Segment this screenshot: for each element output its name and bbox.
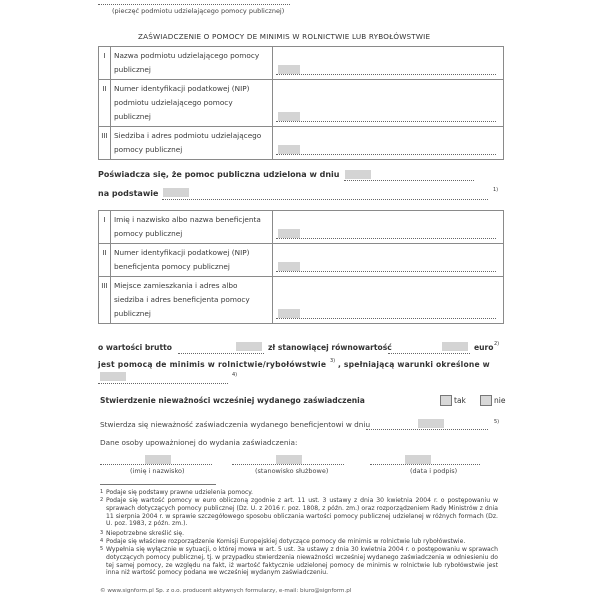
de-minimis-line-b: , spełniającą warunki określone w — [338, 360, 490, 369]
grantor-nip-field[interactable] — [272, 80, 503, 127]
footnote-divider — [100, 484, 216, 485]
invalidity-heading: Stwierdzenie nieważności wcześniej wydanego zaświadczenia — [100, 396, 365, 405]
brutto-dotted-line — [178, 353, 264, 354]
document-title: ZAŚWIADCZENIE O POMOCY DE MINIMIS W ROLNICTWIE LUB RYBOŁÓWSTWIE — [138, 32, 431, 41]
footer-copyright: © www.signform.pl Sp. z o.o. producent aktywnych formularzy, e-mail: biuro@signform.pl — [100, 588, 352, 594]
row-number: II — [99, 80, 111, 127]
regulation-dotted-line — [98, 383, 228, 384]
table-row — [99, 127, 504, 160]
name-field[interactable] — [145, 455, 171, 464]
footnote-ref: 2) — [494, 341, 500, 347]
beneficiary-name-field[interactable] — [272, 211, 503, 244]
name-caption: (imię i nazwisko) — [130, 467, 185, 475]
row-label: Numer identyfikacji podatkowej (NIP) beneficjenta pomocy publicznej — [110, 244, 272, 277]
footnote-ref: 1) — [493, 187, 499, 193]
legal-basis-dotted-line — [162, 199, 488, 200]
invalidity-date-field[interactable] — [418, 419, 444, 428]
grant-date-field[interactable] — [345, 170, 371, 179]
invalidity-line: Stwierdza się nieważność zaświadczenia wydanego beneficjentowi w dniu — [100, 420, 371, 429]
name-dotted-line — [100, 464, 212, 465]
position-field[interactable] — [276, 455, 302, 464]
table-row — [99, 47, 504, 80]
row-number: III — [99, 127, 111, 160]
footnote-ref: 4) — [232, 372, 238, 378]
position-dotted-line — [232, 464, 344, 465]
row-number: II — [99, 244, 111, 277]
yes-label: tak — [454, 396, 466, 405]
equivalent-label: zł stanowiącej równowartość — [268, 343, 392, 352]
position-caption: (stanowisko służbowe) — [255, 467, 329, 475]
row-number: III — [99, 277, 111, 324]
footnote-3: 3 Niepotrzebne skreślić się. — [100, 530, 185, 537]
row-label: Nazwa podmiotu udzielającego pomocy publicznej — [110, 47, 272, 80]
grant-date-dotted-line — [344, 180, 474, 181]
certify-line-1: Poświadcza się, że pomoc publiczna udzielona w dniu — [98, 170, 340, 179]
grantor-name-field[interactable] — [272, 47, 503, 80]
footnote-ref: 5) — [494, 419, 500, 425]
date-signature-dotted-line — [370, 464, 480, 465]
euro-amount-field[interactable] — [442, 342, 468, 351]
row-label: Siedziba i adres podmiotu udzielającego pomocy publicznej — [110, 127, 272, 160]
euro-dotted-line — [388, 353, 470, 354]
euro-label: euro — [474, 343, 494, 352]
date-signature-field[interactable] — [405, 455, 431, 464]
certify-line-2: na podstawie — [98, 189, 159, 198]
stamp-dotted-line — [98, 4, 290, 5]
authorized-person-label: Dane osoby upoważnionej do wydania zaświadczenia: — [100, 438, 298, 447]
footnote-ref: 3) — [330, 358, 336, 364]
invalidity-date-dotted-line — [366, 429, 488, 430]
table-row — [99, 244, 504, 277]
footnote-4: 4 Podaje się właściwe rozporządzenie Komisji Europejskiej dotyczące pomocy de minimis w rolnictwie lub rybołówstwie. — [100, 538, 466, 545]
yes-checkbox[interactable] — [440, 395, 452, 406]
table-row — [99, 80, 504, 127]
table-row — [99, 277, 504, 324]
regulation-field[interactable] — [100, 372, 126, 381]
beneficiary-address-field[interactable] — [272, 277, 503, 324]
value-brutto-label: o wartości brutto — [98, 343, 172, 352]
row-label: Imię i nazwisko albo nazwa beneficjenta pomocy publicznej — [110, 211, 272, 244]
de-minimis-line-a: jest pomocą de minimis w rolnictwie/rybołówstwie — [98, 360, 327, 369]
table-row — [99, 211, 504, 244]
grantor-address-field[interactable] — [272, 127, 503, 160]
beneficiary-table — [98, 210, 504, 324]
row-label: Miejsce zamieszkania i adres albo siedziba i adres beneficjenta pomocy publicznej — [110, 277, 272, 324]
date-signature-caption: (data i podpis) — [410, 467, 458, 475]
row-number: I — [99, 211, 111, 244]
grantor-table — [98, 46, 504, 160]
row-number: I — [99, 47, 111, 80]
stamp-caption: (pieczęć podmiotu udzielającego pomocy publicznej) — [112, 7, 285, 15]
brutto-amount-field[interactable] — [236, 342, 262, 351]
row-label: Numer identyfikacji podatkowej (NIP) podmiotu udzielającego pomocy publicznej — [110, 80, 272, 127]
footnote-1: 1 Podaje się podstawy prawne udzielenia pomocy. — [100, 489, 253, 496]
no-label: nie — [494, 396, 506, 405]
legal-basis-field[interactable] — [163, 188, 189, 197]
footnote-5: 5 Wypełnia się wyłącznie w sytuacji, o której mowa w art. 5 ust. 3a ustawy z dnia 30 kwietnia 2004 r. o postępowaniu w sprawach dotyczących pomocy publicznej, tj. w przypadku stwierdzenia nieważności wcześniej wydanego zaświadczenia w odniesieniu do tej samej pomocy, ze względu na fakt, iż wartość faktycznie udzielonej pomocy de minimis w rolnictwie lub rybołówstwie jest inna niż wartość pomocy podana we wcześniej wydanym zaświadczeniu. — [100, 546, 498, 577]
footnote-2: 2 Podaje się wartość pomocy w euro obliczoną zgodnie z art. 11 ust. 3 ustawy z dnia 30 kwietnia 2004 r. o postępowaniu w sprawach dotyczących pomocy publicznej (Dz. U. z 2016 r. poz. 1808, z późn. zm.) oraz rozporządzeniem Rady Ministrów z dnia 11 sierpnia 2004 r. w sprawie szczegółowego sposobu obliczania wartości pomocy publicznej udzielanej w różnych formach (Dz. U. poz. 1983, z późn. zm.). — [100, 497, 498, 528]
no-checkbox[interactable] — [480, 395, 492, 406]
beneficiary-nip-field[interactable] — [272, 244, 503, 277]
